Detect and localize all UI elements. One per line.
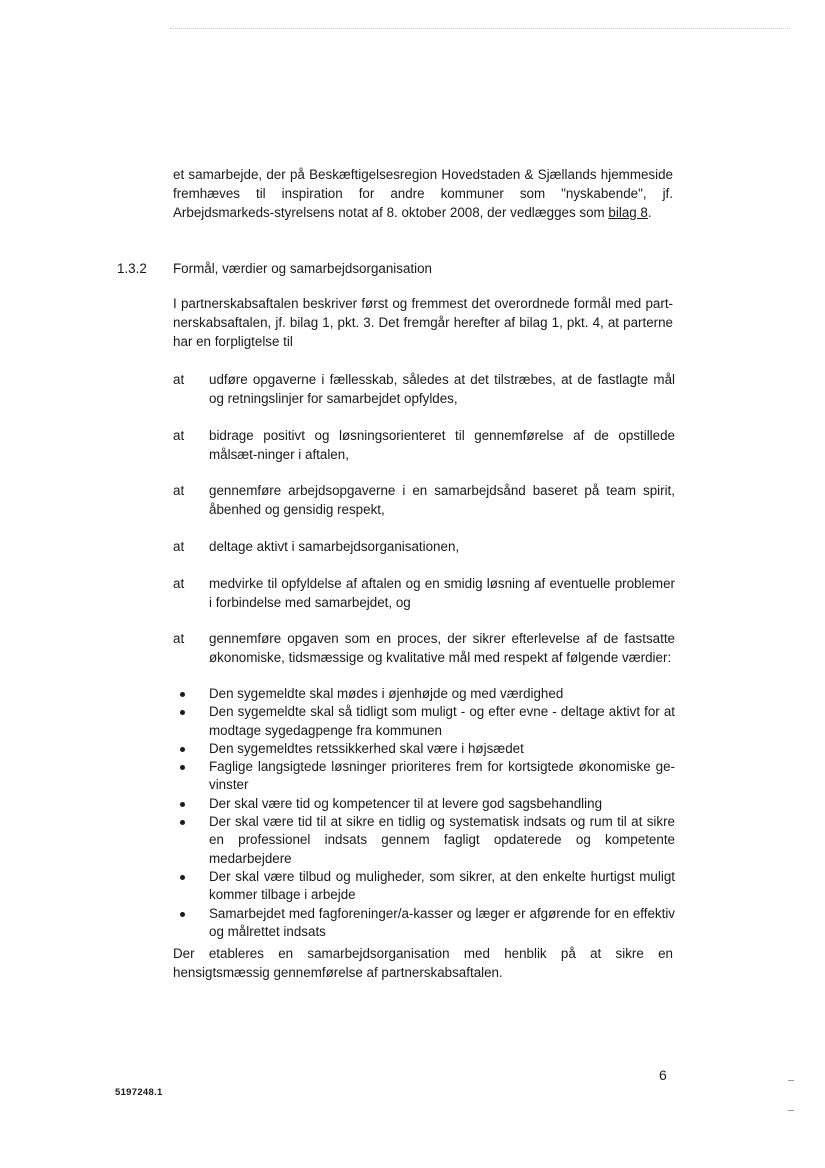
closing-paragraph: Der etableres en samarbejdsorganisation med henblik på at sikre en hensigtsmæssig gennemførelse af partnerskabsaftalen. [173, 946, 673, 980]
value-text: Faglige langsigtede løsninger prioriteres frem for kortsigtede økonomiske ge-vinster [209, 759, 675, 793]
bullet-icon [180, 710, 185, 715]
scan-edge-mark [788, 1110, 794, 1111]
intro-text: et samarbejde, der på Beskæftigelsesregion Hovedstaden & Sjællands hjemmeside fremhæves til inspiration for andre kommuner som "nyskabende", jf. Arbejdsmarkeds-styrelsens notat af 8. oktober 2008, der vedlægges som [173, 167, 673, 220]
at-label: at [173, 539, 185, 554]
lead-paragraph: I partnerskabsaftalen beskriver først og fremmest det overordnede formål med part-nerskabsaftalen, jf. bilag 1, pkt. 3. Det fremgår herefter af bilag 1, pkt. 4, at parterne har en forpligtelse til [173, 296, 673, 349]
bullet-icon [180, 692, 185, 697]
intro-end: . [647, 205, 652, 220]
page-number: 6 [659, 1067, 667, 1083]
value-text: Der skal være tid og kompetencer til at levere god sagsbehandling [209, 795, 603, 811]
at-text: bidrage positivt og løsningsorienteret til gennemførelse af de opstillede målsæt-ninger i aftalen, [209, 428, 675, 462]
list-item [173, 795, 675, 813]
at-text: medvirke til opfyldelse af aftalen og en smidig løsning af eventuelle problemer i forbindelse med samarbejdet, og [209, 576, 675, 610]
section-title: Formål, værdier og samarbejdsorganisation [173, 261, 432, 276]
document-id: 5197248.1 [115, 1087, 163, 1098]
at-label: at [173, 428, 185, 443]
list-item [173, 758, 675, 795]
bullet-icon [180, 875, 185, 880]
bullet-icon [180, 912, 185, 917]
top-divider [170, 28, 790, 29]
at-text: gennemføre arbejdsopgaverne i en samarbejdsånd baseret på team spirit, åbenhed og gensidig respekt, [209, 483, 675, 517]
list-item [173, 868, 675, 905]
at-text: deltage aktivt i samarbejdsorganisationen, [209, 539, 460, 554]
at-label: at [173, 576, 185, 591]
bullet-icon [180, 747, 185, 752]
at-text: udføre opgaverne i fællesskab, således at det tilstræbes, at de fastlagte mål og retningslinjer for samarbejdet opfyldes, [209, 372, 675, 406]
at-label: at [173, 483, 185, 498]
bullet-icon [180, 802, 185, 807]
value-text: Der skal være tilbud og muligheder, som sikrer, at den enkelte hurtigst muligt kommer tilbage i arbejde [209, 868, 675, 903]
value-text: Den sygemeldtes retssikkerhed skal være i højsædet [209, 740, 524, 756]
at-label: at [173, 372, 185, 387]
scan-edge-mark [788, 1080, 794, 1081]
value-text: Den sygemeldte skal mødes i øjenhøjde og med værdighed [209, 686, 564, 701]
list-item [173, 740, 675, 758]
bullet-icon [180, 820, 185, 825]
value-text: Den sygemeldte skal så tidligt som muligt - og efter evne - deltage aktivt for at modtage sygedagpenge fra kommunen [209, 704, 675, 738]
value-text: Samarbejdet med fagforeninger/a-kasser og læger er afgørende for en effektiv og målrettet indsats [209, 905, 675, 939]
intro-paragraph [173, 165, 673, 222]
list-item [173, 813, 675, 868]
section-number: 1.3.2 [117, 261, 147, 276]
at-label: at [173, 631, 185, 646]
appendix-link[interactable]: bilag 8 [608, 205, 648, 220]
list-item [173, 703, 675, 740]
value-text: Der skal være tid til at sikre en tidlig og systematisk indsats og rum til at sikre en professionel indsats gennem fagligt opdaterede og kompetente medarbejdere [209, 814, 675, 866]
values-list [173, 685, 675, 941]
bullet-icon [180, 765, 185, 770]
at-text: gennemføre opgaven som en proces, der sikrer efterlevelse af de fastsatte økonomiske, tidsmæssige og kvalitative mål med respekt af følgende værdier: [209, 631, 675, 665]
list-item [173, 905, 675, 942]
list-item [173, 685, 675, 703]
